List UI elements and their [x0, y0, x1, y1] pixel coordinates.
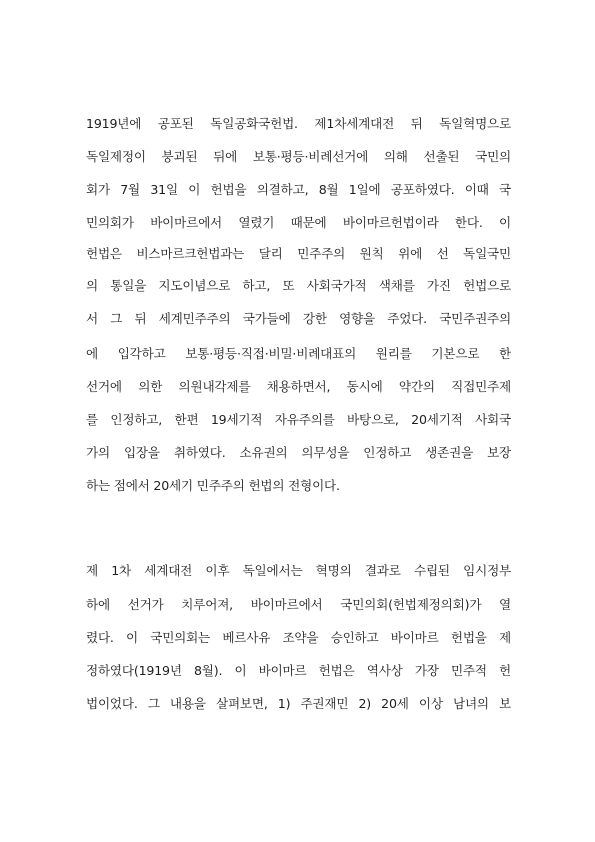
text-line: 하에 선거가 치루어져, 바이마르에서 국민의회(헌법제정의회)가 열	[86, 597, 511, 612]
text-line: 에 입각하고 보통·평등·직접·비밀·비례대표의 원리를 기본으로 한	[86, 346, 511, 361]
text-line: 1919년에 공포된 독일공화국헌법. 제1차세계대전 뒤 독일혁명으로	[86, 116, 511, 131]
text-line: 가의 입장을 취하였다. 소유권의 의무성을 인정하고 생존권을 보장	[86, 445, 511, 460]
text-line: 하는 점에서 20세기 민주주의 헌법의 전형이다.	[86, 478, 340, 493]
text-line: 선거에 의한 의원내각제를 채용하면서, 동시에 약간의 직접민주제	[86, 379, 511, 394]
text-line: 회가 7월 31일 이 헌법을 의결하고, 8월 1일에 공포하였다. 이때 국	[86, 182, 511, 197]
text-line: 민의회가 바이마르에서 열렸기 때문에 바이마르헌법이라 한다. 이	[86, 215, 511, 230]
text-line: 법이었다. 그 내용을 살펴보면, 1) 주권재민 2) 20세 이상 남녀의 보	[86, 696, 511, 711]
text-line: 를 인정하고, 한편 19세기적 자유주의를 바탕으로, 20세기적 사회국	[86, 412, 511, 427]
text-line: 정하였다(1919년 8월). 이 바이마르 헌법은 역사상 가장 민주적 헌	[86, 663, 511, 678]
text-line: 서 그 뒤 세계민주주의 국가들에 강한 영향을 주었다. 국민주권주의	[86, 311, 511, 326]
text-line: 헌법은 비스마르크헌법과는 달리 민주주의 원칙 위에 선 독일국민	[86, 246, 511, 261]
text-line: 제 1차 세계대전 이후 독일에서는 혁명의 결과로 수립된 임시정부	[86, 563, 511, 578]
text-line: 렸다. 이 국민의회는 베르사유 조약을 승인하고 바이마르 헌법을 제	[86, 630, 511, 645]
text-line: 독일제정이 붕괴된 뒤에 보통·평등·비례선거에 의해 선출된 국민의	[86, 149, 511, 164]
text-line: 의 통일을 지도이념으로 하고, 또 사회국가적 색채를 가진 헌법으로	[86, 278, 511, 293]
